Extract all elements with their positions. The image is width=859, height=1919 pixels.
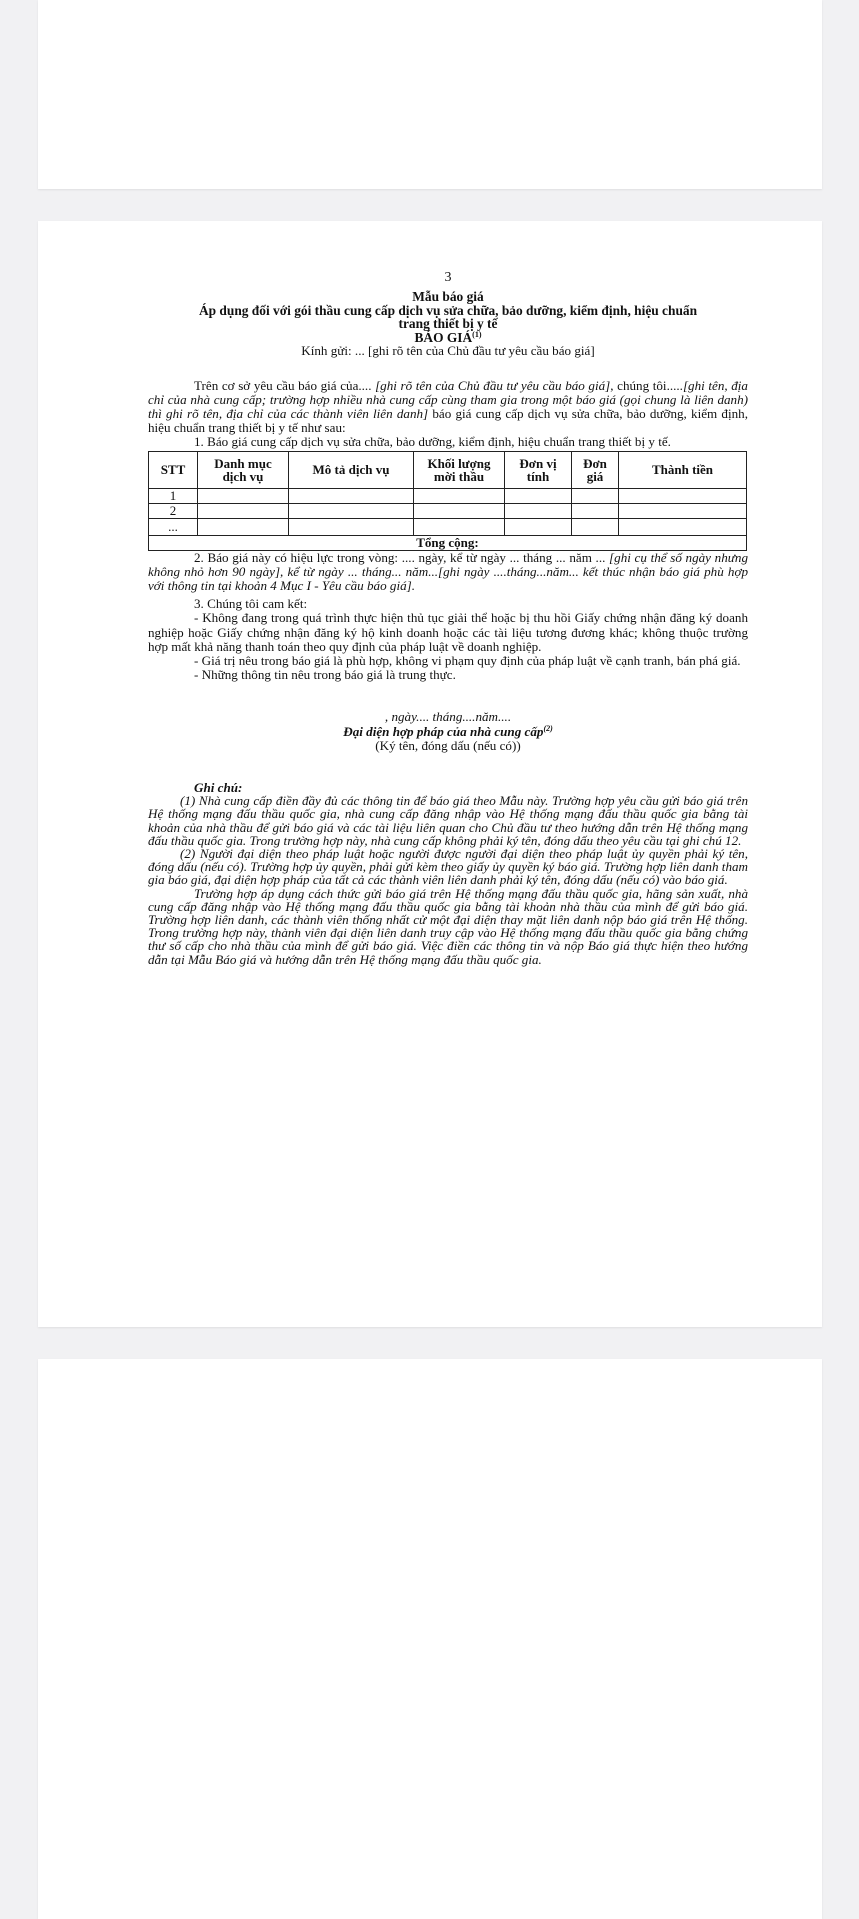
item-3: 3. Chúng tôi cam kết: — [194, 596, 308, 612]
intro-part-e: báo giá cung cấp dịch vụ sửa chữa, bảo dưỡng, kiểm định, hiệu chuẩn trang thiết bị y tế như sau: — [148, 405, 748, 436]
page-content — [148, 269, 748, 966]
note-1: (1) Nhà cung cấp điền đầy đủ các thông tin để báo giá theo Mẫu này. Trường hợp yêu cầu gửi báo giá trên Hệ thống mạng đấu thầu quốc gia, nhà cung cấp đăng nhập vào Hệ thống mạng đấu thầu quốc gia bằng tài khoản của nhà thầu để gửi báo giá và các tài liệu liên quan cho Chủ đầu tư theo hướng dẫn trên Hệ thống mạng đấu thầu quốc gia. Trong trường hợp này, nhà cung cấp không phải ký tên, đóng dấu theo yêu cầu tại ghi chú 12. — [148, 793, 748, 848]
next-page — [38, 1359, 822, 1919]
commitment-1: - Không đang trong quá trình thực hiện thủ tục giải thể hoặc bị thu hồi Giấy chứng nhận đăng ký doanh nghiệp hoặc Giấy chứng nhận đăng ký hộ kinh doanh hoặc các tài liệu tương đương khác; không thuộc trường hợp mất khả năng thanh toán theo quy định của pháp luật về doanh nghiệp. — [148, 610, 748, 654]
table-header-row — [149, 451, 747, 488]
total-label: Tổng cộng: — [149, 535, 747, 550]
commitment-2: - Giá trị nêu trong báo giá là phù hợp, không vi phạm quy định của pháp luật về cạnh tranh, bán phá giá. — [194, 653, 741, 669]
heading-text: BÁO GIÁ — [414, 329, 473, 345]
heading-footnote: (1) — [472, 329, 482, 339]
item-2-note: [ghi cụ thể số ngày nhưng không nhỏ hơn 90 ngày], kể từ ngày ... tháng... năm...[ghi ngày ....tháng...năm... kết thúc nhận báo giá phù hợp với thông tin tại khoản 4 Mục I - Yêu cầu báo giá]. — [148, 549, 748, 593]
header-quantity: Khối lượng mời thầu — [414, 451, 505, 488]
row-stt: ... — [149, 518, 198, 535]
header-description: Mô tả dịch vụ — [289, 451, 414, 488]
notes-title: Ghi chú: — [194, 780, 243, 796]
header-stt: STT — [149, 451, 198, 488]
page-number: 3 — [444, 270, 452, 285]
document-page — [38, 221, 822, 1327]
sign-instruction: (Ký tên, đóng dấu (nếu có)) — [375, 737, 521, 753]
table-row — [149, 518, 747, 535]
row-stt: 2 — [149, 503, 198, 518]
subtitle-line-1: Áp dụng đối với gói thầu cung cấp dịch vụ sửa chữa, bảo dưỡng, kiểm định, hiệu chuẩn — [198, 302, 698, 318]
signer-title — [148, 725, 748, 739]
header-total: Thành tiền — [619, 451, 747, 488]
addressee: Kính gửi: ... [ghi rõ tên của Chủ đầu tư yêu cầu báo giá] — [301, 343, 595, 359]
intro-part-d: [ghi tên, địa chỉ của nhà cung cấp; trường hợp nhiều nhà cung cấp cùng tham gia trong một báo giá (gọi chung là liên danh) thì ghi rõ tên, địa chỉ của các thành viên liên danh] — [148, 377, 748, 421]
table-row — [149, 488, 747, 503]
row-stt: 1 — [149, 488, 198, 503]
intro-paragraph — [148, 379, 748, 436]
total-row — [149, 535, 747, 550]
note-3: Trường hợp áp dụng cách thức gửi báo giá trên Hệ thống mạng đấu thầu quốc gia, hãng sản xuất, nhà cung cấp đăng nhập vào Hệ thống mạng đấu thầu quốc gia bằng tài khoản nhà thầu của mình để gửi báo giá. Trường hợp liên danh, các thành viên thống nhất cử một đại diện thay mặt liên danh nộp báo giá trên Hệ thống. Trong trường hợp này, thành viên đại diện liên danh truy cập vào Hệ thống mạng đấu thầu quốc gia bằng chứng thư số cấp cho nhà thầu của mình để gửi báo giá. Việc điền các thông tin và nộp Báo giá thực hiện theo hướng dẫn tại Mẫu Báo giá và hướng dẫn trên Hệ thống mạng đấu thầu quốc gia. — [148, 885, 748, 967]
quote-table — [148, 451, 747, 551]
commitment-3: - Những thông tin nêu trong báo giá là trung thực. — [194, 667, 456, 683]
signer-footnote: (2) — [543, 723, 553, 733]
header-service: Danh mục dịch vụ — [198, 451, 289, 488]
intro-part-b: [ghi rõ tên của Chủ đầu tư yêu cầu báo giá] — [375, 377, 611, 393]
form-name: Mẫu báo giá — [412, 289, 484, 304]
header-unit-price: Đơn giá — [572, 451, 619, 488]
item-2 — [148, 551, 748, 594]
intro-part-a: Trên cơ sở yêu cầu báo giá của.... — [194, 377, 376, 393]
item-2-text: 2. Báo giá này có hiệu lực trong vòng: .... ngày, kể từ ngày ... tháng ... năm ... — [194, 549, 610, 565]
note-2: (2) Người đại diện theo pháp luật hoặc người được người đại diện theo pháp luật ủy quyền phải ký tên, đóng dấu (nếu có). Trường hợp ủy quyền, phải gửi kèm theo giấy ủy quyền ký báo giá. Trường hợp liên danh tham gia báo giá, đại diện hợp pháp của tất cả các thành viên liên danh phải ký tên, đóng dấu (nếu có) vào báo giá. — [148, 846, 748, 888]
heading — [148, 331, 748, 345]
notes-section — [148, 781, 748, 966]
date-line: , ngày.... tháng....năm.... — [384, 709, 512, 725]
item-1: 1. Báo giá cung cấp dịch vụ sửa chữa, bảo dưỡng, kiểm định, hiệu chuẩn trang thiết bị y tế. — [194, 434, 671, 450]
header-unit: Đơn vị tính — [505, 451, 572, 488]
previous-page — [38, 0, 822, 189]
intro-part-c: , chúng tôi..... — [610, 377, 683, 393]
table-row — [149, 503, 747, 518]
subtitle-line-2: trang thiết bị y tế — [398, 316, 498, 332]
signer-text: Đại diện hợp pháp của nhà cung cấp — [343, 723, 544, 739]
